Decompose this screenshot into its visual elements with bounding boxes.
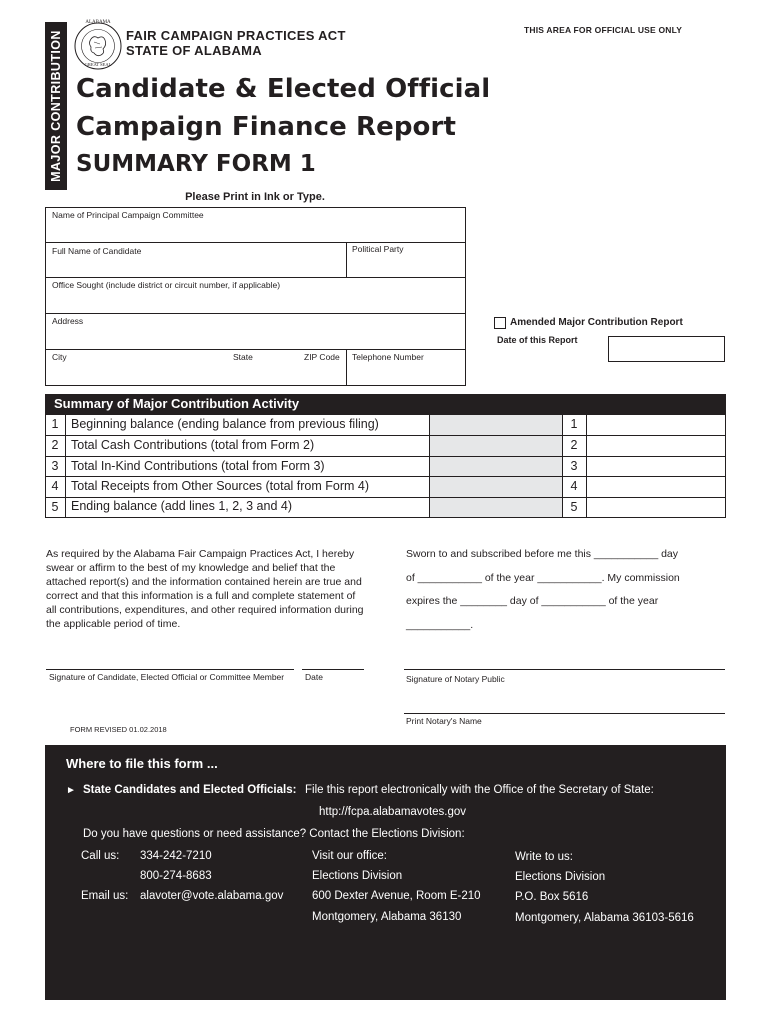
write-address-line1: Elections Division: [515, 871, 606, 883]
write-address-line3: Montgomery, Alabama 36103-5616: [515, 912, 694, 924]
row-label-ending-balance: Ending balance (add lines 1, 2, 3 and 4): [71, 499, 292, 513]
side-banner-text: MAJOR CONTRIBUTION: [49, 30, 63, 182]
arrow-icon: ►: [66, 785, 76, 796]
form-subtitle: SUMMARY FORM 1: [76, 151, 316, 177]
zip-field[interactable]: ZIP Code: [304, 352, 340, 362]
telephone-field[interactable]: Telephone Number: [352, 352, 424, 362]
state-title: STATE OF ALABAMA: [126, 43, 262, 58]
visit-address-line1: Elections Division: [312, 870, 403, 882]
office-sought-field[interactable]: Office Sought (include district or circuit number, if applicable): [52, 280, 281, 290]
state-field[interactable]: State: [233, 352, 253, 362]
print-instruction: Please Print in Ink or Type.: [185, 191, 325, 203]
date-label: Date: [305, 672, 323, 682]
call-label: Call us:: [81, 850, 120, 862]
side-banner: [45, 22, 67, 190]
write-label: Write to us:: [515, 851, 573, 863]
row-number-right: 1: [570, 417, 578, 431]
visit-address-line3: Montgomery, Alabama 36130: [312, 911, 462, 923]
row-number-right: 5: [570, 500, 578, 514]
row-number-right: 3: [570, 459, 578, 473]
notary-text-line4: ___________.: [406, 619, 474, 631]
amount-input-line-1[interactable]: [587, 415, 725, 435]
amount-input-line-4[interactable]: [587, 477, 725, 497]
candidate-name-field[interactable]: Full Name of Candidate: [52, 246, 142, 256]
phone-number-1[interactable]: 334-242-7210: [140, 850, 212, 862]
filing-heading: Where to file this form ...: [66, 756, 218, 771]
amended-label: Amended Major Contribution Report: [510, 317, 683, 328]
row-label-other-receipts: Total Receipts from Other Sources (total from Form 4): [71, 479, 370, 493]
fcpa-url-link[interactable]: http://fcpa.alabamavotes.gov: [319, 806, 467, 818]
row-label-cash-contributions: Total Cash Contributions (total from Form 2): [71, 438, 315, 452]
form-revision-date: FORM REVISED 01.02.2018: [70, 725, 167, 734]
amount-input-line-3[interactable]: [587, 457, 725, 476]
amount-input-line-5[interactable]: [587, 498, 725, 517]
row-number: 5: [51, 500, 59, 514]
notary-name-label: Print Notary's Name: [406, 716, 482, 726]
notary-text-line3: expires the ________ day of ___________ of the year: [406, 595, 659, 607]
row-number: 2: [51, 438, 59, 452]
row-number: 4: [51, 479, 59, 493]
date-of-report-label: Date of this Report: [497, 335, 578, 345]
notary-signature-label: Signature of Notary Public: [406, 674, 505, 684]
date-of-report-input[interactable]: [608, 336, 725, 362]
row-number: 1: [51, 417, 59, 431]
row-number: 3: [51, 459, 59, 473]
phone-number-2[interactable]: 800-274-8683: [140, 870, 212, 882]
summary-heading: [45, 394, 726, 414]
row-label-inkind-contributions: Total In-Kind Contributions (total from Form 3): [71, 459, 325, 473]
candidate-signature-label: Signature of Candidate, Elected Official or Committee Member: [49, 672, 285, 682]
notary-name-line[interactable]: [404, 713, 725, 714]
address-field[interactable]: Address: [52, 316, 84, 326]
political-party-field[interactable]: Political Party: [352, 244, 404, 254]
email-label: Email us:: [81, 890, 129, 902]
official-use-note: THIS AREA FOR OFFICIAL USE ONLY: [524, 25, 683, 35]
row-label-beginning-balance: Beginning balance (ending balance from previous filing): [71, 417, 379, 431]
candidate-signature-line[interactable]: [46, 669, 294, 670]
seal-bottom-label: GREAT SEAL: [84, 62, 112, 67]
state-candidates-label: State Candidates and Elected Officials:: [83, 784, 297, 796]
amount-input-line-2[interactable]: [587, 436, 725, 456]
act-title: FAIR CAMPAIGN PRACTICES ACT: [126, 28, 346, 43]
report-title-line1: Candidate & Elected Official: [76, 74, 491, 104]
row-number-right: 2: [570, 438, 578, 452]
amended-checkbox[interactable]: [494, 317, 506, 329]
city-field[interactable]: City: [52, 352, 67, 362]
visit-label: Visit our office:: [312, 850, 388, 862]
committee-name-field[interactable]: Name of Principal Campaign Committee: [52, 210, 204, 220]
summary-heading-text: Summary of Major Contribution Activity: [54, 396, 300, 411]
visit-address-line2: 600 Dexter Avenue, Room E-210: [312, 890, 481, 902]
date-signature-line[interactable]: [302, 669, 364, 670]
write-address-line2: P.O. Box 5616: [515, 891, 589, 903]
report-title-line2: Campaign Finance Report: [76, 112, 456, 142]
notary-text-line1: Sworn to and subscribed before me this ___________ day: [406, 548, 679, 560]
questions-text: Do you have questions or need assistance? Contact the Elections Division:: [83, 828, 465, 840]
state-candidates-text: File this report electronically with the Office of the Secretary of State:: [305, 784, 654, 796]
email-link[interactable]: alavoter@vote.alabama.gov: [140, 890, 284, 902]
notary-text-line2: of ___________ of the year ___________. My commission: [406, 572, 680, 584]
row-number-right: 4: [570, 479, 578, 493]
seal-top-label: ALABAMA: [85, 20, 111, 25]
affirmation-statement: As required by the Alabama Fair Campaign Practices Act, I hereby swear or affirm to the best of my knowledge and belief that the attached report(s) and the information contained herein are true and correct and that this information is a full and complete statement of all contributions, expenditures, and other required information during the applicable period of time.: [46, 548, 364, 630]
notary-signature-line[interactable]: [404, 669, 725, 670]
filing-instructions-panel: [45, 745, 726, 1000]
